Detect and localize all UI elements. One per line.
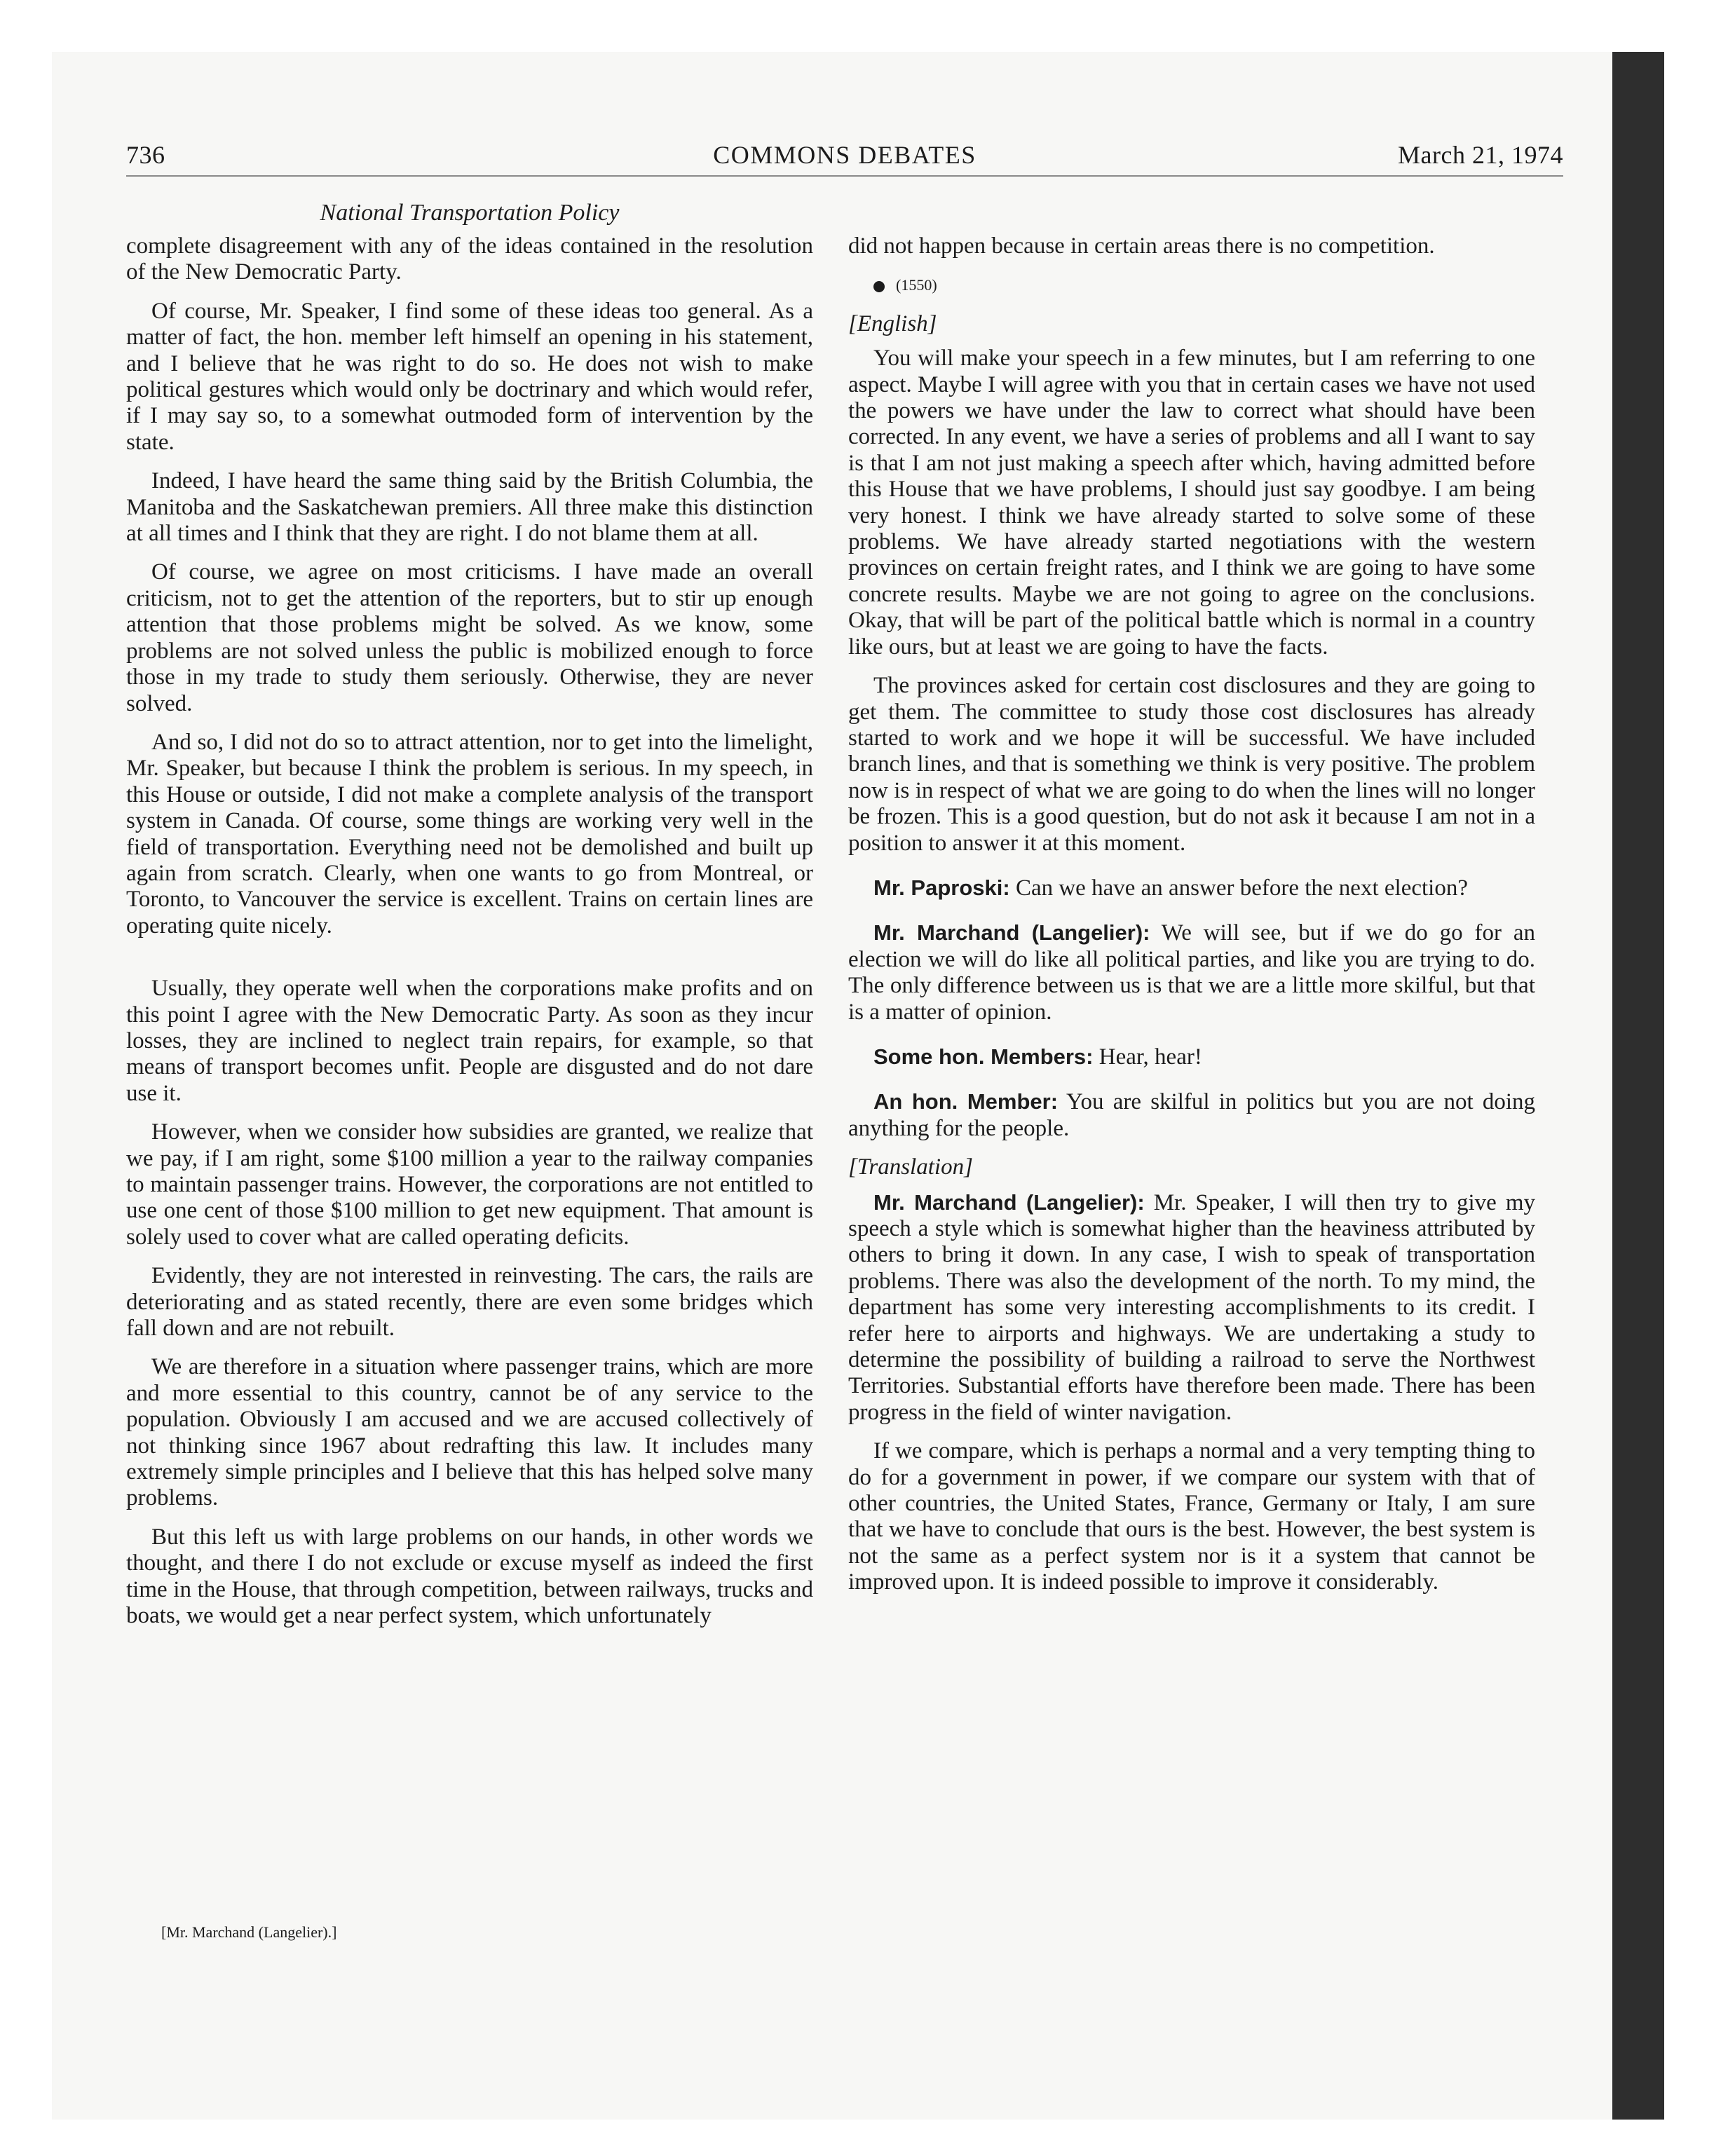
speech-text: Can we have an answer before the next election? <box>1015 875 1468 901</box>
translation-speech <box>848 1189 1535 1426</box>
left-paragraph: We are therefore in a situation where passenger trains, which are more and more essential to this country, cannot be of any service to the population. Obviously I am accused and we are accused collectively of not thinking since 1967 about redrafting this law. It includes many extremely simple principles and I believe that this has helped solve many problems. <box>126 1354 813 1511</box>
speech-text: You are skilful in politics but you are not doing anything for the people. <box>848 1089 1535 1141</box>
bullet-icon <box>873 281 885 292</box>
language-tag-translation: [Translation] <box>848 1154 973 1180</box>
left-paragraph: Evidently, they are not interested in reinvesting. The cars, the rails are deteriorating and as stated recently, there are even some bridges which fall down and are not rebuilt. <box>126 1263 813 1342</box>
speech-exchange <box>848 1044 1535 1070</box>
speaker-name: An hon. Member: <box>873 1089 1059 1114</box>
right-paragraph: You will make your speech in a few minutes, but I am referring to one aspect. Maybe I will agree with you that in certain cases we have not used the powers we have under the law to correct what should have been corrected. In any event, we have a series of problems and all I want to say is that I am not just making a speech after which, having admitted before this House that we have problems, I should just say goodbye. I am being very honest. I think we have already started to solve some of these problems. We have already started negotiations with the western provinces on certain freight rates, and I think we are going to have some concrete results. Maybe we are not going to agree on the conclusions. Okay, that will be part of the political battle which is normal in a country like ours, but at least we are going to have the facts. <box>848 346 1535 660</box>
speech-exchange <box>848 1089 1535 1142</box>
publication-title: COMMONS DEBATES <box>713 141 977 169</box>
speaker-name: Mr. Paproski: <box>873 875 1010 900</box>
speaker-name: Mr. Marchand (Langelier): <box>873 920 1150 946</box>
left-column <box>126 233 813 1642</box>
right-intro-paragraph: did not happen because in certain areas there is no competition. <box>848 233 1435 259</box>
left-paragraph: Indeed, I have heard the same thing said by the British Columbia, the Manitoba and the Saskatchewan premiers. All three make this distinction at all times and I think that they are right. I do not blame them at all. <box>126 468 813 547</box>
right-paragraph: The provinces asked for certain cost disclosures and they are going to get them. The committee to study those cost disclosures has already started to work and we hope it will be successful. We have included branch lines, and that is something we think is very positive. The problem now is in respect of what we are going to do when the lines will no longer be frozen. This is a good question, but do not ask it because I am not in a position to answer it at this moment. <box>848 673 1535 856</box>
language-tag-english: [English] <box>848 311 937 336</box>
speaker-name: Some hon. Members: <box>873 1044 1094 1069</box>
speech-text: We will see, but if we do go for an election we will do like all political parties, and like you are trying to do. The only difference between us is that we are a little more skilful, but that is a matter of opinion. <box>848 920 1535 1025</box>
left-paragraph: However, when we consider how subsidies are granted, we realize that we pay, if I am right, some $100 million a year to the railway companies to maintain passenger trains. However, the corporations are not entitled to use one cent of those $100 million to get new equipment. That amount is solely used to cover what are called operating deficits. <box>126 1119 813 1250</box>
speech-text: Mr. Speaker, I will then try to give my speech a style which is somewhat higher than the heaviness attributed by others to bring it down. In any case, I wish to speak of transportation problems. There was also the development of the north. To my mind, the department has some very interesting accomplishments to its credit. I refer here to airports and highways. We are undertaking a study to determine the possibility of building a railroad to serve the Northwest Territories. Substantial efforts have therefore been made. There has been progress in the field of winter navigation. <box>848 1189 1535 1425</box>
page-date: March 21, 1974 <box>1398 141 1563 169</box>
left-paragraph: But this left us with large problems on our hands, in other words we thought, and there I do not exclude or excuse myself as indeed the first time in the House, that through competition, between railways, trucks and boats, we would get a near perfect system, which unfortunately <box>126 1524 813 1629</box>
time-marker <box>848 272 1535 298</box>
speech-exchange <box>848 875 1535 901</box>
binding-spine-shadow <box>1612 52 1664 2120</box>
running-head: National Transportation Policy <box>320 200 620 226</box>
time-marker-text: (1550) <box>896 276 937 294</box>
header-rule <box>126 175 1563 177</box>
speech-text: Hear, hear! <box>1098 1044 1202 1070</box>
speech-exchange <box>848 920 1535 1025</box>
left-paragraph: Usually, they operate well when the corporations make profits and on this point I agree with the New Democratic Party. As soon as they incur losses, they are inclined to neglect train repairs, for example, so that means of transport becomes unfit. People are disgusted and do not dare use it. <box>126 976 813 1106</box>
page-number: 736 <box>126 141 165 169</box>
right-column <box>848 233 1535 1609</box>
speaker-attribution-footer: [Mr. Marchand (Langelier).] <box>161 1923 337 1941</box>
left-paragraph: Of course, we agree on most criticisms. I have made an overall criticism, not to get the attention of the reporters, but to stir up enough attention that those problems might be solved. As we know, some problems are not solved unless the public is mobilized enough to force those in my trade to study them seriously. Otherwise, they are never solved. <box>126 559 813 716</box>
speaker-name: Mr. Marchand (Langelier): <box>873 1189 1145 1215</box>
page-header <box>126 140 1563 175</box>
left-paragraph: And so, I did not do so to attract attention, nor to get into the limelight, Mr. Speaker, but because I think the problem is serious. In my speech, in this House or outside, I did not make a complete analysis of the transport system in Canada. Of course, some things are working very well in the field of transportation. Everything need not be demolished and built up again from scratch. Clearly, when one wants to go from Montreal, or Toronto, to Vancouver the service is excellent. Trains on certain lines are operating quite nicely. <box>126 729 813 939</box>
right-closing-paragraph: If we compare, which is perhaps a normal and a very tempting thing to do for a government in power, if we compare our system with that of other countries, the United States, France, Germany or Italy, I am sure that we have to conclude that ours is the best. However, the best system is not the same as a perfect system nor is it a system that cannot be improved upon. It is indeed possible to improve it considerably. <box>848 1438 1535 1595</box>
left-paragraph: Of course, Mr. Speaker, I find some of these ideas too general. As a matter of fact, the hon. member left himself an opening in his statement, and I believe that he was right to do so. He does not wish to make political gestures which would only be doctrinary and which would refer, if I may say so, to a somewhat outmoded form of intervention by the state. <box>126 298 813 455</box>
left-paragraph: complete disagreement with any of the ideas contained in the resolution of the New Democratic Party. <box>126 233 813 285</box>
